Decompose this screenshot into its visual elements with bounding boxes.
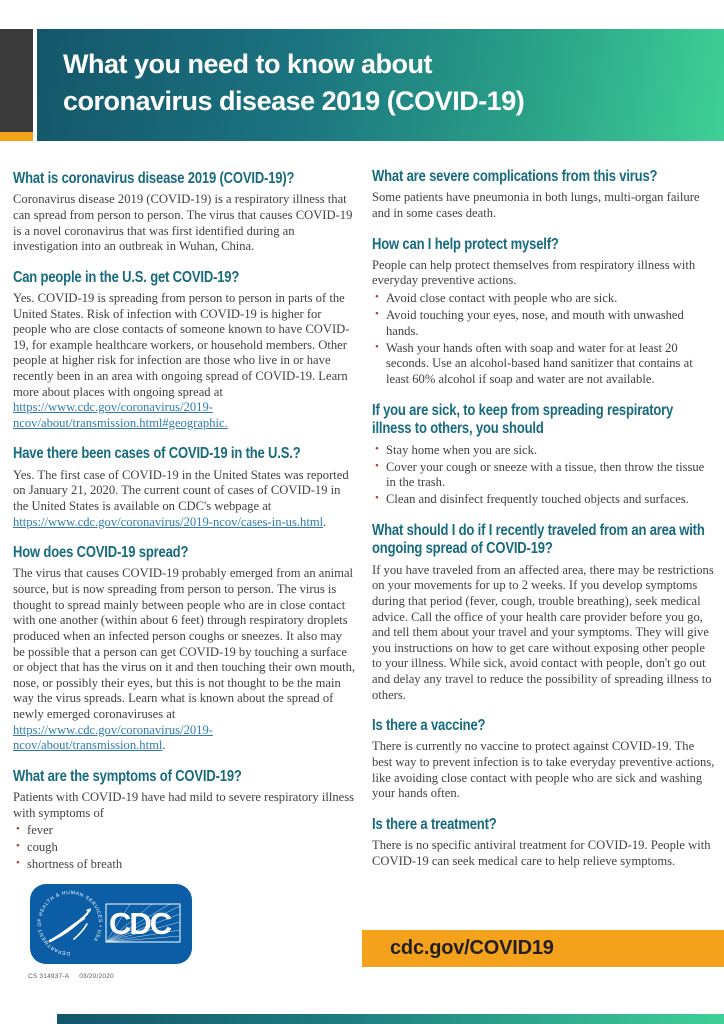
list-item: • Avoid touching your eyes, nose, and mouth with unwashed hands. (372, 308, 716, 340)
section-heading: How does COVID-19 spread? (13, 544, 189, 562)
header-accent-orange-square (0, 132, 33, 141)
section-severe-complications (372, 168, 716, 222)
cdc-covid-url: cdc.gov/COVID19 (390, 937, 554, 959)
cdc-acronym-box (106, 904, 180, 942)
section-heading: What is coronavirus disease 2019 (COVID-19)? (13, 170, 295, 187)
body-text: The virus that causes COVID-19 probably emerged from an animal source, but is now spreading from person to person. The virus is thought to spread mainly between people who are in close contact with one another (within about 6 feet) through respiratory droplets produced when an infected person coughs or sneezes. It also may be possible that a person can get COVID-19 by touching a surface or object that has the virus on it and then touching their own mouth, nose, or possibly their eyes, but this is not thought to be the main way the virus spreads. Learn what is known about the spread of newly emerged coronaviruses at (13, 566, 356, 721)
prevention-list (372, 291, 716, 388)
header-gradient-banner (37, 29, 724, 141)
header-accent-dark-bar (0, 29, 33, 132)
section-heading: What are severe complications from this virus? (372, 168, 658, 185)
section-heading: Is there a treatment? (372, 815, 497, 833)
svg-text:DEPARTMENT OF HEALTH & HUMAN S: DEPARTMENT OF HEALTH & HUMAN SERVICES • USA (36, 889, 104, 957)
section-body (13, 566, 357, 753)
body-text: Yes. COVID-19 is spreading from person to person in parts of the United States. Risk of infection with COVID-19 is higher for people who are close contacts of someone known to have COVID-19, for example healthcare workers, or household members. Other people at higher risk for infection are those who live in or have recently been in an area with ongoing spread of COVID-19. Learn more about places with ongoing spread at (13, 291, 350, 399)
body-text-after-link: . (323, 514, 327, 529)
section-treatment (372, 816, 716, 870)
if-sick-list (372, 443, 716, 508)
section-heading: Is there a vaccine? (372, 717, 486, 735)
section-vaccine (372, 717, 716, 802)
section-symptoms (13, 768, 357, 873)
symptoms-list (13, 823, 357, 873)
section-can-people-us-get (13, 269, 357, 432)
list-item: • cough (13, 840, 357, 856)
section-protect-myself (372, 236, 716, 389)
transmission-link[interactable]: https://www.cdc.gov/coronavirus/2019-ncov/about/transmission.html (13, 722, 213, 753)
list-item: • Wash your hands often with soap and water for at least 20 seconds. Use an alcohol-based hand sanitizer that contains at least 60% alcohol if soap and water are not available. (372, 341, 716, 389)
page-title-line2: coronavirus disease 2019 (COVID-19) (63, 86, 525, 116)
left-column (13, 170, 357, 874)
body-text-after-link: . (162, 738, 166, 753)
right-column (372, 168, 716, 869)
section-body: There is currently no vaccine to protect against COVID-19. The best way to prevent infection is to take everyday preventive actions, like avoiding close contact with people who are sick and washing your hands often. (372, 739, 715, 801)
section-body (13, 468, 357, 530)
footer-gradient-bar (57, 1014, 724, 1024)
section-if-you-are-sick (372, 402, 716, 508)
page-title-line1: What you need to know about (63, 49, 432, 79)
header-banner (0, 29, 724, 141)
list-item: • Avoid close contact with people who are sick. (372, 291, 716, 307)
section-body: If you have traveled from an affected area, there may be restrictions on your movements for up to 2 weeks. If you develop symptoms during that period (fever, cough, trouble breathing), seek medical advice. Call the office of your health care provider before you go, and tell them about your travel and your symptoms. They will give you instructions on how to get care without exposing other people to your illness. While sick, avoid contact with people, don't go out and delay any travel to reduce the possibility of spreading illness to others. (372, 562, 714, 702)
list-item: • Cover your cough or sneeze with a tissue, then throw the tissue in the trash. (372, 460, 716, 492)
url-banner (362, 930, 724, 967)
cdc-acronym-text: CDC (109, 906, 171, 941)
list-item: • fever (13, 823, 357, 839)
list-item: • Stay home when you are sick. (372, 443, 716, 459)
section-heading: Have there been cases of COVID-19 in the U.S.? (13, 445, 301, 463)
section-what-is-covid (13, 170, 357, 255)
section-cases-in-us (13, 445, 357, 530)
section-body (13, 291, 357, 431)
section-heading: Can people in the U.S. get COVID-19? (13, 268, 240, 286)
section-body: People can help protect themselves from respiratory illness with everyday preventive actions. (372, 257, 696, 288)
section-body: Patients with COVID-19 have had mild to severe respiratory illness with symptoms of (13, 790, 355, 820)
list-item: • shortness of breath (13, 857, 357, 873)
body-text: Yes. The first case of COVID-19 in the United States was reported on January 21, 2020. The current count of cases of COVID-19 in the United States is available on CDC's webpage at (13, 467, 349, 513)
document-id-line (28, 973, 124, 980)
section-heading: If you are sick, to keep from spreading respiratory illness to others, you should (372, 402, 674, 438)
document-date: 03/20/2020 (79, 973, 114, 980)
section-heading: How can I help protect myself? (372, 235, 559, 253)
cdc-logo (30, 884, 192, 964)
section-body: Coronavirus disease 2019 (COVID-19) is a respiratory illness that can spread from person to person. The virus that causes COVID-19 is a novel coronavirus that was first identified during an investigation into an outbreak in Wuhan, China. (13, 192, 353, 254)
section-recent-travel (372, 522, 716, 703)
section-heading: What are the symptoms of COVID-19? (13, 767, 242, 785)
section-body: Some patients have pneumonia in both lungs, multi-organ failure and in some cases death. (372, 190, 700, 220)
cases-in-us-link[interactable]: https://www.cdc.gov/coronavirus/2019-ncov/cases-in-us.html (13, 514, 324, 529)
transmission-geographic-link[interactable]: https://www.cdc.gov/coronavirus/2019-ncov/about/transmission.html#geographic. (13, 400, 228, 430)
page-title (37, 29, 724, 120)
cs-number: CS 314937-A (28, 973, 70, 980)
list-item: • Clean and disinfect frequently touched objects and surfaces. (372, 492, 716, 508)
section-body: There is no specific antiviral treatment for COVID-19. People with COVID-19 can seek medical care to help relieve symptoms. (372, 838, 711, 868)
section-how-spreads (13, 544, 357, 754)
cdc-logo-graphic (30, 884, 192, 964)
section-heading: What should I do if I recently traveled from an area with ongoing spread of COVID-19? (372, 522, 705, 558)
